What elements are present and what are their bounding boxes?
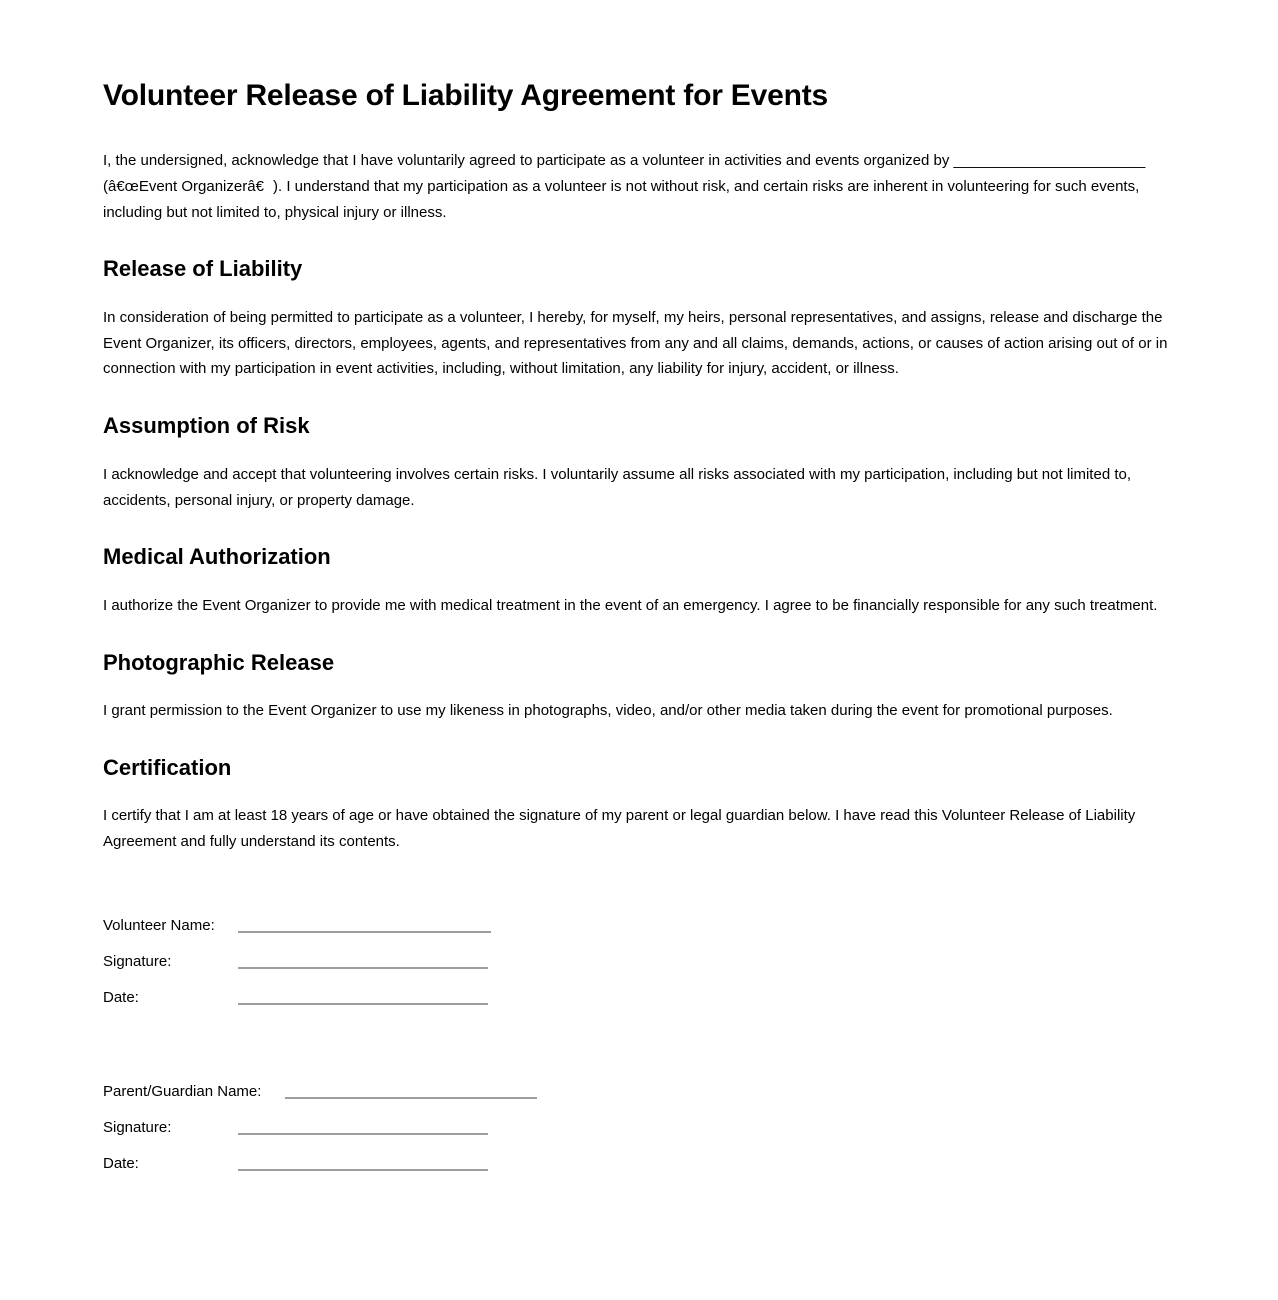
volunteer-signature-input-line[interactable] <box>238 967 488 969</box>
field-label: Volunteer Name: <box>103 917 215 935</box>
section-body: I acknowledge and accept that volunteering involves certain risks. I voluntarily assume all risks associated with my participation, including but not limited to, accidents, personal injury, or property damage. <box>103 465 1132 509</box>
section-body: In consideration of being permitted to participate as a volunteer, I hereby, for myself, my heirs, personal representatives, and assigns, release and discharge the Event Organizer, its officers, directors, employees, agents, and representatives from any and all claims, demands, actions, or causes of action arising out of or in connection with my participation in event activities, including, without limitation, any liability for injury, accident, or illness. <box>103 308 1168 378</box>
field-label: Parent/Guardian Name: <box>103 1083 262 1101</box>
section-body: I grant permission to the Event Organizer to use my likeness in photographs, video, and/or other media taken during the event for promotional purposes. <box>103 702 1113 720</box>
signature-row-volunteer-name <box>103 901 1180 937</box>
volunteer-name-input-line[interactable] <box>238 931 491 933</box>
field-label: Signature: <box>103 953 172 971</box>
section-heading: Release of Liability <box>103 256 303 282</box>
signature-block-volunteer <box>103 901 1180 1009</box>
parent-date-input-line[interactable] <box>238 1169 488 1171</box>
parent-name-input-line[interactable] <box>285 1097 537 1099</box>
section-body: I certify that I am at least 18 years of age or have obtained the signature of my parent or legal guardian below. I have read this Volunteer Release of Liability Agreement and fully understand its contents. <box>103 807 1136 851</box>
signature-row-volunteer-date <box>103 973 1180 1009</box>
section-medical-authorization <box>103 543 1180 618</box>
intro-text-after-blank: (â€œEvent Organizerâ€). I understand that my participation as a volunteer is not without risk, and certain risks are inherent in volunteering for such events, including but not limited to, physical injury or illness. <box>103 177 1140 221</box>
parent-signature-input-line[interactable] <box>238 1133 488 1135</box>
section-heading: Medical Authorization <box>103 544 331 570</box>
signature-row-parent-name <box>103 1067 1180 1103</box>
signature-row-parent-signature <box>103 1103 1180 1139</box>
section-body: I authorize the Event Organizer to provide me with medical treatment in the event of an emergency. I agree to be financially responsible for any such treatment. <box>103 596 1158 614</box>
signature-row-volunteer-signature <box>103 937 1180 973</box>
field-label: Date: <box>103 1155 139 1173</box>
section-release-of-liability <box>103 255 1180 382</box>
field-label: Date: <box>103 989 139 1007</box>
intro-paragraph <box>103 148 1168 225</box>
signature-row-parent-date <box>103 1139 1180 1175</box>
section-certification <box>103 754 1180 855</box>
section-assumption-of-risk <box>103 412 1180 513</box>
volunteer-date-input-line[interactable] <box>238 1003 488 1005</box>
section-heading: Assumption of Risk <box>103 413 310 439</box>
intro-text-before-blank: I, the undersigned, acknowledge that I have voluntarily agreed to participate as a volunteer in activities and events organized by <box>103 152 954 169</box>
field-label: Signature: <box>103 1119 172 1137</box>
signature-block-parent-guardian <box>103 1067 1180 1175</box>
section-heading: Photographic Release <box>103 649 335 675</box>
event-organizer-blank-field[interactable]: _______________________ <box>953 152 1146 169</box>
section-heading: Certification <box>103 754 232 780</box>
page-title: Volunteer Release of Liability Agreement for Events <box>103 79 828 112</box>
section-photographic-release <box>103 649 1180 724</box>
